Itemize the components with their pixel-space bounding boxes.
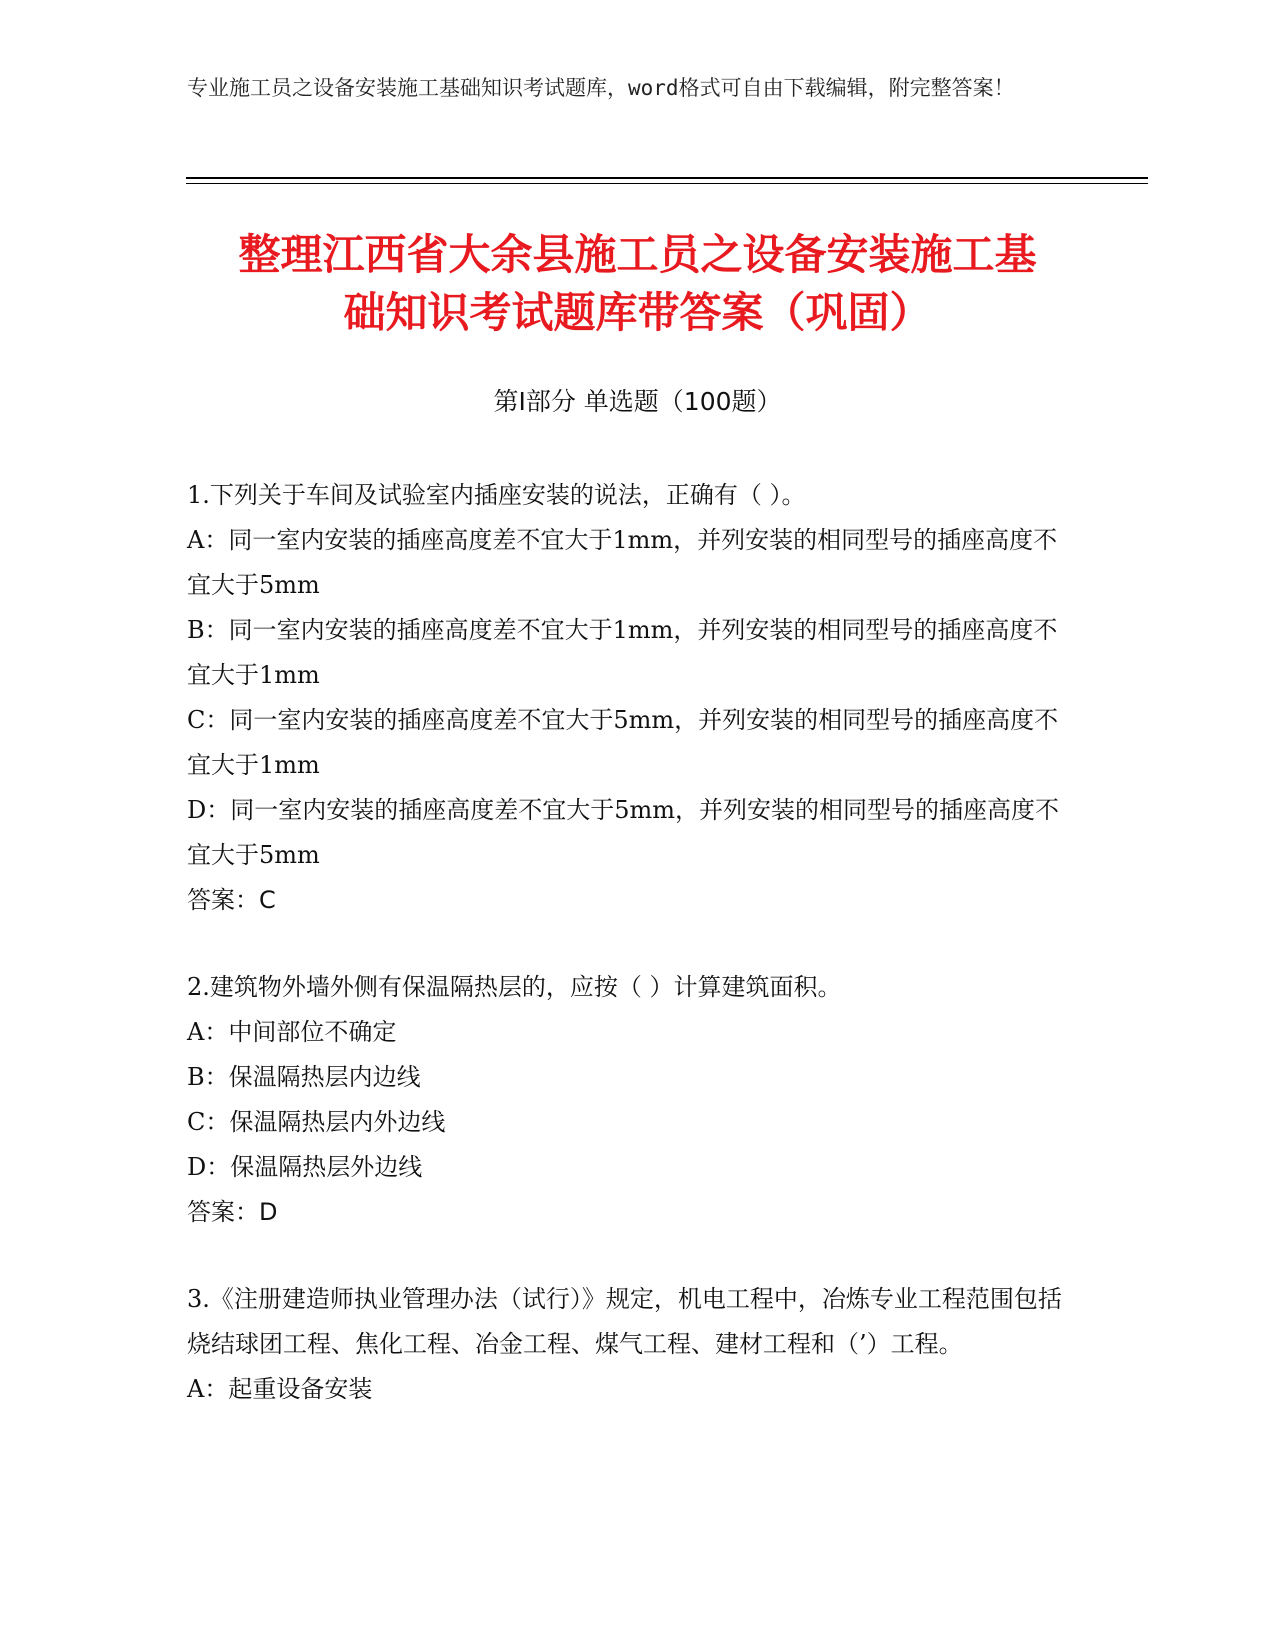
option-b: B：同一室内安装的插座高度差不宜大于1mm，并列安装的相同型号的插座高度不宜大于1mm (187, 616, 1058, 689)
header-rule-thin (186, 183, 1148, 184)
option-d: D：同一室内安装的插座高度差不宜大于5mm，并列安装的相同型号的插座高度不宜大于5mm (187, 796, 1060, 869)
header-rule-thick (186, 177, 1148, 179)
document-title-line-2: 础知识考试题库带答案（巩固） (343, 288, 932, 337)
answer: 答案：C (187, 886, 276, 914)
question-1 (187, 473, 1067, 923)
question-stem: 1.下列关于车间及试验室内插座安装的说法，正确有（ ）。 (187, 481, 806, 509)
option-b: B：保温隔热层内边线 (187, 1063, 421, 1091)
question-2 (187, 965, 1067, 1235)
document-title-line-1: 整理江西省大余县施工员之设备安装施工基 (238, 230, 1037, 279)
option-a: A：起重设备安装 (187, 1375, 373, 1403)
option-c: C：同一室内安装的插座高度差不宜大于5mm，并列安装的相同型号的插座高度不宜大于1mm (187, 706, 1059, 779)
question-stem: 2.建筑物外墙外侧有保温隔热层的，应按（ ）计算建筑面积。 (187, 973, 842, 1001)
option-c: C：保温隔热层内外边线 (187, 1108, 446, 1136)
option-d: D：保温隔热层外边线 (187, 1153, 423, 1181)
section-heading: 第Ⅰ部分 单选题（100题） (493, 387, 782, 416)
option-a: A：同一室内安装的插座高度差不宜大于1mm，并列安装的相同型号的插座高度不宜大于5mm (187, 526, 1058, 599)
option-a: A：中间部位不确定 (187, 1018, 397, 1046)
header-note: 专业施工员之设备安装施工基础知识考试题库，word格式可自由下载编辑，附完整答案！ (187, 76, 1015, 100)
question-3 (187, 1277, 1067, 1412)
question-stem: 3.《注册建造师执业管理办法（试行）》规定，机电工程中，冶炼专业工程范围包括烧结球团工程、焦化工程、冶金工程、煤气工程、建材工程和（’）工程。 (187, 1285, 1062, 1358)
document-title (150, 226, 1125, 342)
question-list (187, 473, 1067, 1454)
answer: 答案：D (187, 1198, 278, 1226)
